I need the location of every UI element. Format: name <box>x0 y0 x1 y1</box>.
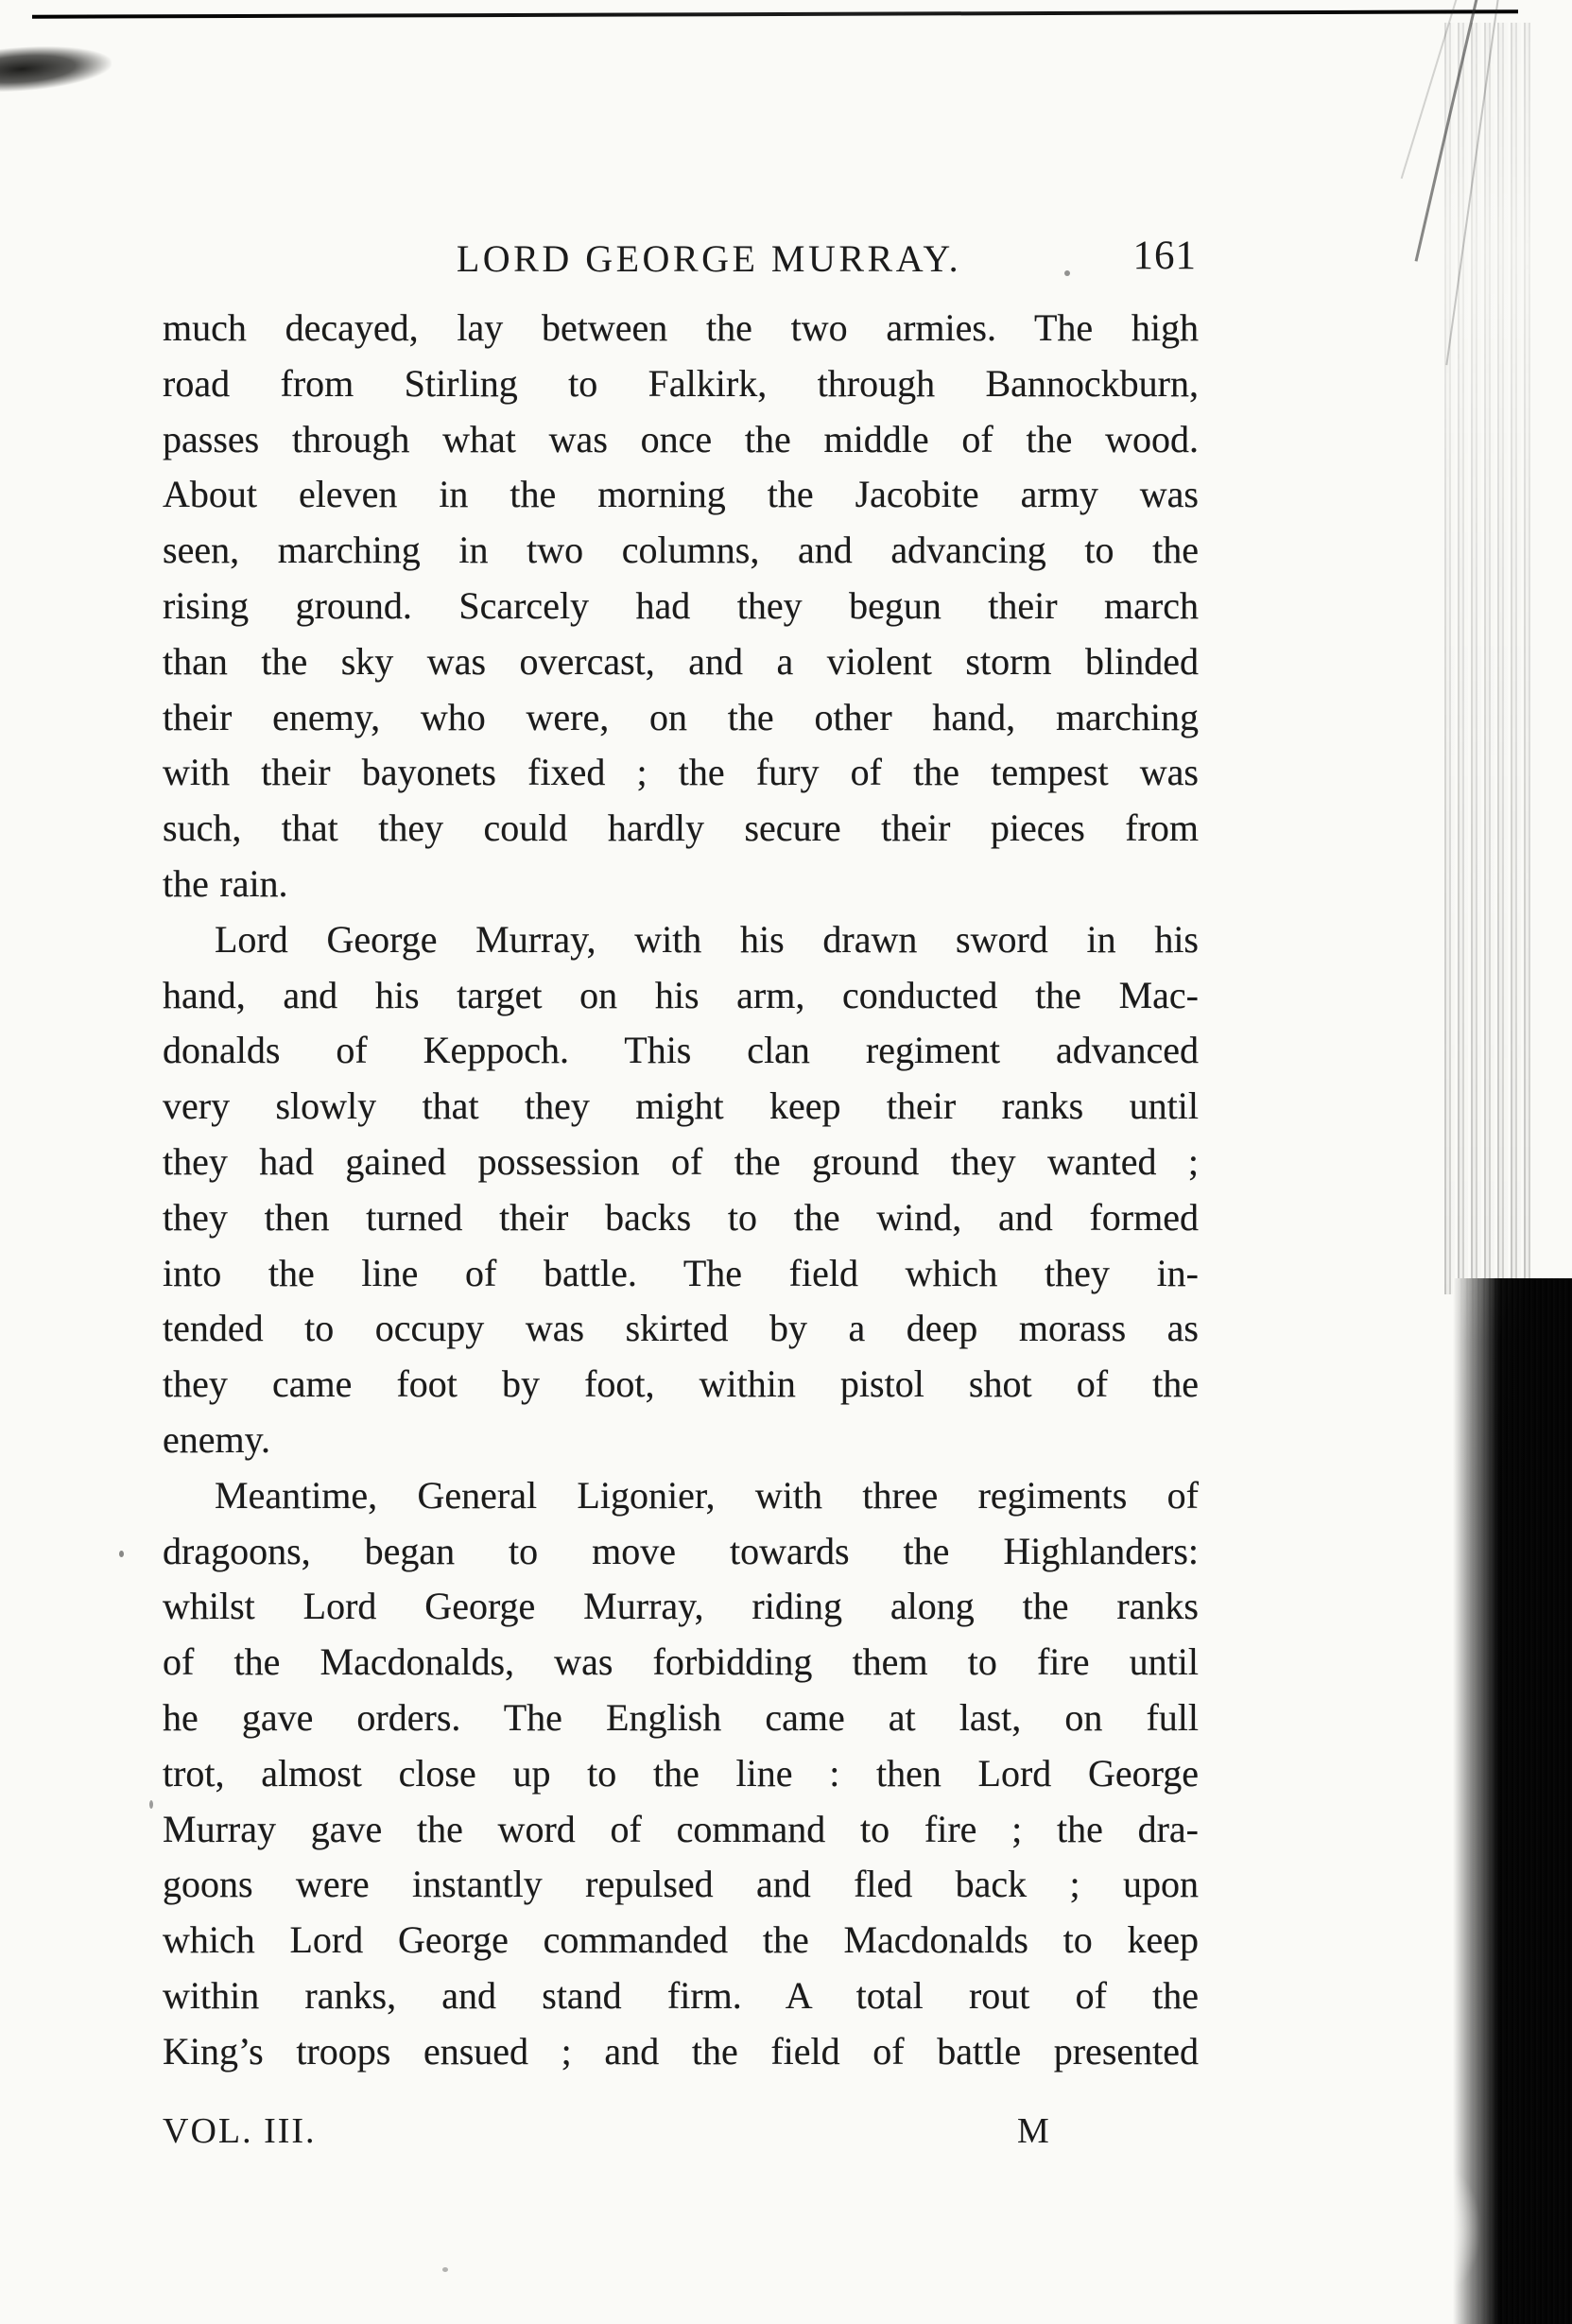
ink-smudge <box>0 41 112 93</box>
text-line: hand, and his target on his arm, conducted the Mac- <box>163 973 1199 1016</box>
text-line: King’s troops ensued ; and the field of battle presented <box>163 2029 1199 2073</box>
scan-top-edge-line <box>32 9 1518 18</box>
text-line: the rain. <box>163 861 288 905</box>
text-line: very slowly that they might keep their ranks until <box>163 1084 1199 1128</box>
text-line: they had gained possession of the ground they wanted ; <box>163 1139 1199 1183</box>
text-line: rising ground. Scarcely had they begun their march <box>163 583 1199 627</box>
text-line: Murray gave the word of command to fire ; the dra- <box>163 1807 1199 1850</box>
text-line: goons were instantly repulsed and fled back ; upon <box>163 1863 1199 1906</box>
running-title: LORD GEORGE MURRAY. <box>456 237 962 280</box>
text-line: such, that they could hardly secure their pieces from <box>163 806 1199 850</box>
binding-shadow-notch <box>1436 2167 1481 2292</box>
text-line: enemy. <box>163 1417 271 1461</box>
text-line: road from Stirling to Falkirk, through Bannockburn, <box>163 361 1199 405</box>
text-line: tended to occupy was skirted by a deep morass as <box>163 1307 1199 1350</box>
text-line: much decayed, lay between the two armies. The high <box>163 306 1199 349</box>
text-line: with their bayonets fixed ; the fury of the tempest was <box>163 751 1199 794</box>
text-line: donalds of Keppoch. This clan regiment advanced <box>163 1029 1199 1072</box>
text-line: passes through what was once the middle of the wood. <box>163 417 1199 460</box>
scan-speck <box>442 2267 448 2272</box>
page-footer <box>163 2110 1199 2152</box>
page-header <box>163 236 1199 287</box>
page-edge-streaks <box>1442 23 1530 1294</box>
text-line: which Lord George commanded the Macdonalds to keep <box>163 1918 1199 1962</box>
text-line: of the Macdonalds, was forbidding them to fire until <box>163 1640 1199 1684</box>
scan-speck <box>119 1551 124 1557</box>
text-line: dragoons, began to move towards the Highlanders: <box>163 1529 1199 1572</box>
text-line: they then turned their backs to the wind, and formed <box>163 1195 1199 1239</box>
text-line: he gave orders. The English came at last, on full <box>163 1695 1199 1739</box>
text-line: Lord George Murray, with his drawn sword in his <box>215 917 1199 961</box>
text-line: About eleven in the morning the Jacobite army was <box>163 473 1199 516</box>
text-line: they came foot by foot, within pistol shot of the <box>163 1362 1199 1406</box>
text-line: trot, almost close up to the line : then Lord George <box>163 1751 1199 1795</box>
page-body-text <box>163 301 1199 2080</box>
scan-speck <box>149 1800 153 1809</box>
text-line: their enemy, who were, on the other hand, marching <box>163 695 1199 738</box>
text-line: seen, marching in two columns, and advancing to the <box>163 529 1199 572</box>
page-number: 161 <box>1132 234 1197 278</box>
text-line: than the sky was overcast, and a violent storm blinded <box>163 639 1199 683</box>
text-line: within ranks, and stand firm. A total rout of the <box>163 1973 1199 2017</box>
text-line: Meantime, General Ligonier, with three regiments of <box>215 1473 1199 1517</box>
text-line: into the line of battle. The field which they in- <box>163 1251 1199 1294</box>
printer-signature-mark: M <box>1017 2111 1050 2151</box>
text-line: whilst Lord George Murray, riding along the ranks <box>163 1585 1199 1628</box>
volume-label: VOL. III. <box>163 2111 317 2151</box>
